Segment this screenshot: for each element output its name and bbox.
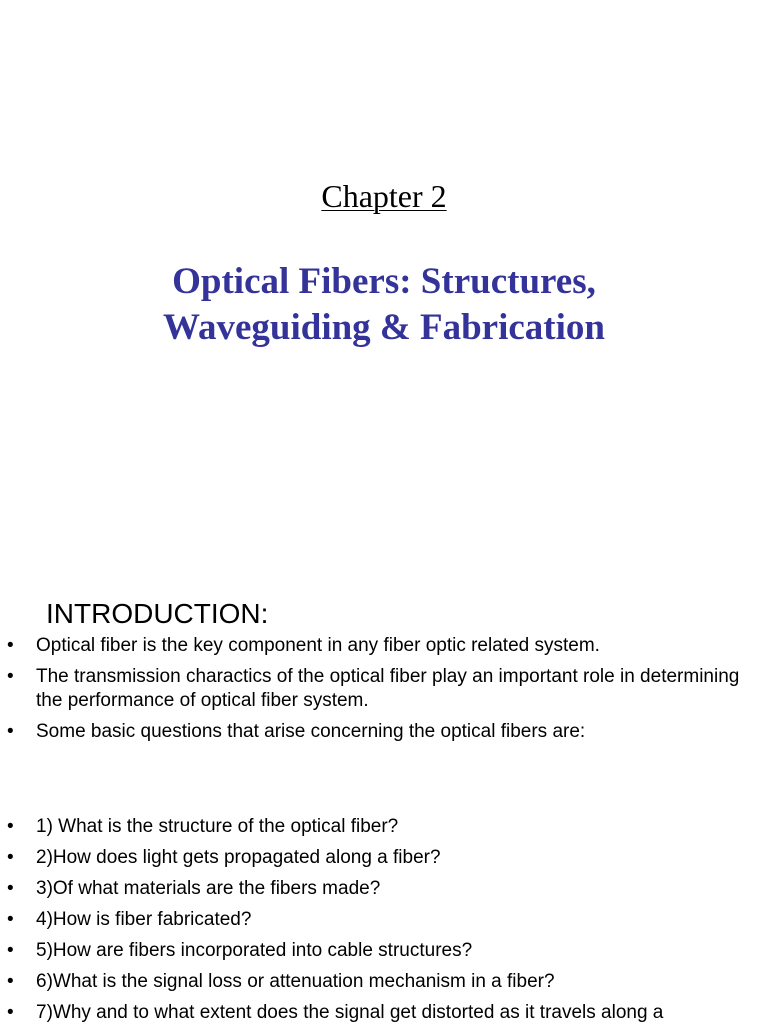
bullet-icon: • bbox=[7, 940, 14, 961]
bullet-icon: • bbox=[7, 909, 14, 930]
document-title bbox=[0, 259, 768, 351]
chapter-label: Chapter 2 bbox=[321, 178, 447, 214]
list-item-text: 5)How are fibers incorporated into cable structures? bbox=[36, 940, 473, 961]
list-item bbox=[0, 1001, 760, 1025]
introduction-list bbox=[0, 634, 760, 751]
introduction-heading: INTRODUCTION: bbox=[46, 598, 269, 629]
list-item bbox=[0, 939, 760, 963]
list-item bbox=[0, 634, 760, 658]
list-item-text: 4)How is fiber fabricated? bbox=[36, 909, 252, 930]
bullet-icon: • bbox=[7, 847, 14, 868]
list-item bbox=[0, 908, 760, 932]
questions-list bbox=[0, 815, 760, 1032]
list-item-text: 2)How does light gets propagated along a fiber? bbox=[36, 847, 441, 868]
list-item-text: 6)What is the signal loss or attenuation mechanism in a fiber? bbox=[36, 971, 555, 992]
list-item-text: 1) What is the structure of the optical fiber? bbox=[36, 816, 399, 837]
list-item bbox=[0, 665, 760, 713]
title-line-1: Optical Fibers: Structures, bbox=[172, 261, 596, 302]
list-item-text: The transmission charactics of the optical fiber play an important role in determining the performance of optical fiber system. bbox=[36, 666, 740, 711]
list-item bbox=[0, 846, 760, 870]
list-item bbox=[0, 815, 760, 839]
title-line-2: Waveguiding & Fabrication bbox=[163, 307, 605, 348]
bullet-icon: • bbox=[7, 816, 14, 837]
list-item-text: Optical fiber is the key component in any fiber optic related system. bbox=[36, 635, 600, 656]
list-item-text: 7)Why and to what extent does the signal get distorted as it travels along a bbox=[36, 1002, 664, 1023]
bullet-icon: • bbox=[7, 721, 14, 742]
list-item bbox=[0, 970, 760, 994]
list-item bbox=[0, 877, 760, 901]
list-item-text: 3)Of what materials are the fibers made? bbox=[36, 878, 381, 899]
bullet-icon: • bbox=[7, 666, 14, 687]
list-item-text: Some basic questions that arise concerning the optical fibers are: bbox=[36, 721, 586, 742]
bullet-icon: • bbox=[7, 971, 14, 992]
list-item bbox=[0, 720, 760, 744]
bullet-icon: • bbox=[7, 1002, 14, 1023]
bullet-icon: • bbox=[7, 878, 14, 899]
bullet-icon: • bbox=[7, 635, 14, 656]
